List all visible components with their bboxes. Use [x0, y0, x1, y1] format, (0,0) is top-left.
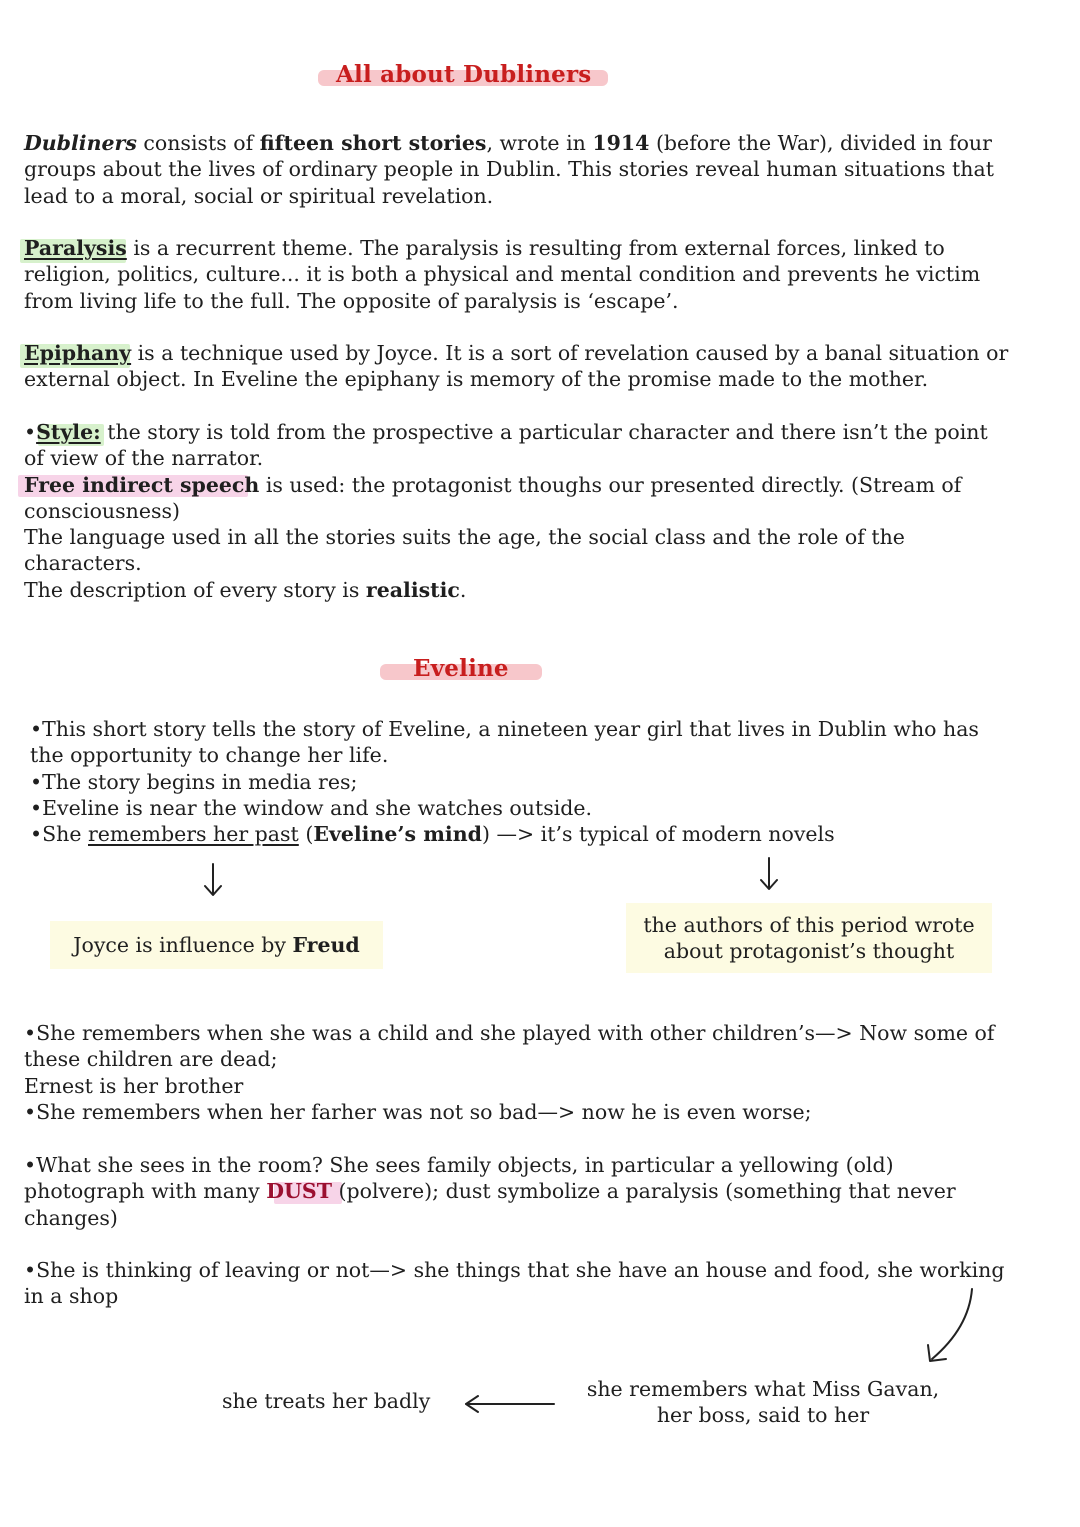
intro-line-1: Dubliners consists of fifteen short stories, wrote in 1914 (before the War), divided in four [24, 131, 992, 155]
memory-1-line-2: these children are dead; [24, 1047, 278, 1072]
freud-box [50, 921, 383, 969]
memory-1-line-1: •She remembers when she was a child and she played with other children’s—> Now some of [24, 1021, 995, 1045]
freud-box-text: Joyce is influence by Freud [73, 932, 360, 957]
authors-box [626, 903, 992, 973]
style-line-2: of view of the narrator. [24, 446, 264, 471]
eveline-bullet-4: •She remembers her past (Eveline’s mind) —> it’s typical of modern novels [30, 822, 835, 847]
intro-line-3: lead to a moral, social or spiritual revelation. [24, 183, 494, 208]
epiphany-line-2: external object. In Eveline the epiphany is memory of the promise made to the mother. [24, 367, 929, 392]
arrow-down-right-icon [758, 856, 780, 892]
fis-term: Free indirect speech [24, 472, 260, 497]
dust-word: DUST [266, 1179, 332, 1204]
treats-text: she treats her badly [222, 1389, 431, 1413]
paralysis-paragraph [24, 235, 1054, 314]
epiphany-line-1: Epiphany is a technique used by Joyce. It is a sort of revelation caused by a banal situation or [24, 341, 1009, 365]
paralysis-line-1: Paralysis is a recurrent theme. The paralysis is resulting from external forces, linked to [24, 236, 945, 260]
eveline-bullet-1-line-1: •This short story tells the story of Eveline, a nineteen year girl that lives in Dublin who has [30, 717, 979, 741]
curved-arrow-icon [920, 1285, 980, 1365]
language-line-1: The language used in all the stories suits the age, the social class and the role of the [24, 525, 905, 550]
paralysis-line-3: from living life to the full. The opposite of paralysis is ‘escape’. [24, 288, 679, 313]
eveline-bullet-1-line-2: the opportunity to change her life. [30, 743, 389, 768]
arrow-down-left-icon [202, 862, 224, 898]
eveline-bullet-2: •The story begins in media res; [30, 769, 358, 794]
memories-paragraph [24, 1020, 1054, 1125]
style-line-1: •Style: the story is told from the prospective a particular character and there isn’t the point [24, 420, 988, 444]
paralysis-term: Paralysis [24, 236, 127, 260]
fis-line-1: Free indirect speech is used: the protagonist thoughs our presented directly. (Stream of [24, 472, 962, 497]
gavan-text: she remembers what Miss Gavan, her boss, said to her [586, 1377, 940, 1428]
eveline-title: Eveline [413, 655, 509, 682]
description-line: The description of every story is realistic. [24, 577, 467, 602]
eveline-bullet-3: •Eveline is near the window and she watches outside. [30, 795, 593, 820]
memory-1-line-3: Ernest is her brother [24, 1073, 244, 1098]
intro-paragraph [24, 130, 1054, 209]
leaving-line-1: •She is thinking of leaving or not—> she things that she have an house and food, she working [24, 1258, 1005, 1282]
room-paragraph [24, 1152, 1054, 1231]
language-line-2: characters. [24, 551, 142, 576]
fis-line-2: consciousness) [24, 498, 181, 523]
intro-line-2: groups about the lives of ordinary people in Dublin. This stories reveal human situations that [24, 157, 994, 182]
arrow-left-icon [462, 1393, 558, 1415]
authors-box-text: the authors of this period wrote about protagonist’s thought [643, 912, 975, 963]
epiphany-term: Epiphany [24, 341, 132, 365]
epiphany-paragraph [24, 340, 1054, 393]
leaving-line-2: in a shop [24, 1284, 119, 1309]
work-title: Dubliners [24, 131, 137, 155]
leaving-paragraph [24, 1257, 1054, 1310]
style-term: Style: [36, 420, 101, 444]
style-paragraph [24, 419, 1054, 603]
page-title: All about Dubliners [336, 61, 592, 88]
paralysis-line-2: religion, politics, culture... it is both a physical and mental condition and prevents he victim [24, 262, 981, 287]
memory-2: •She remembers when her farher was not so bad—> now he is even worse; [24, 1099, 812, 1124]
eveline-intro [30, 716, 1060, 847]
room-line-3: changes) [24, 1205, 118, 1230]
room-line-2: photograph with many DUST (polvere); dust symbolize a paralysis (something that never [24, 1179, 956, 1204]
room-line-1: •What she sees in the room? She sees family objects, in particular a yellowing (old) [24, 1153, 894, 1177]
